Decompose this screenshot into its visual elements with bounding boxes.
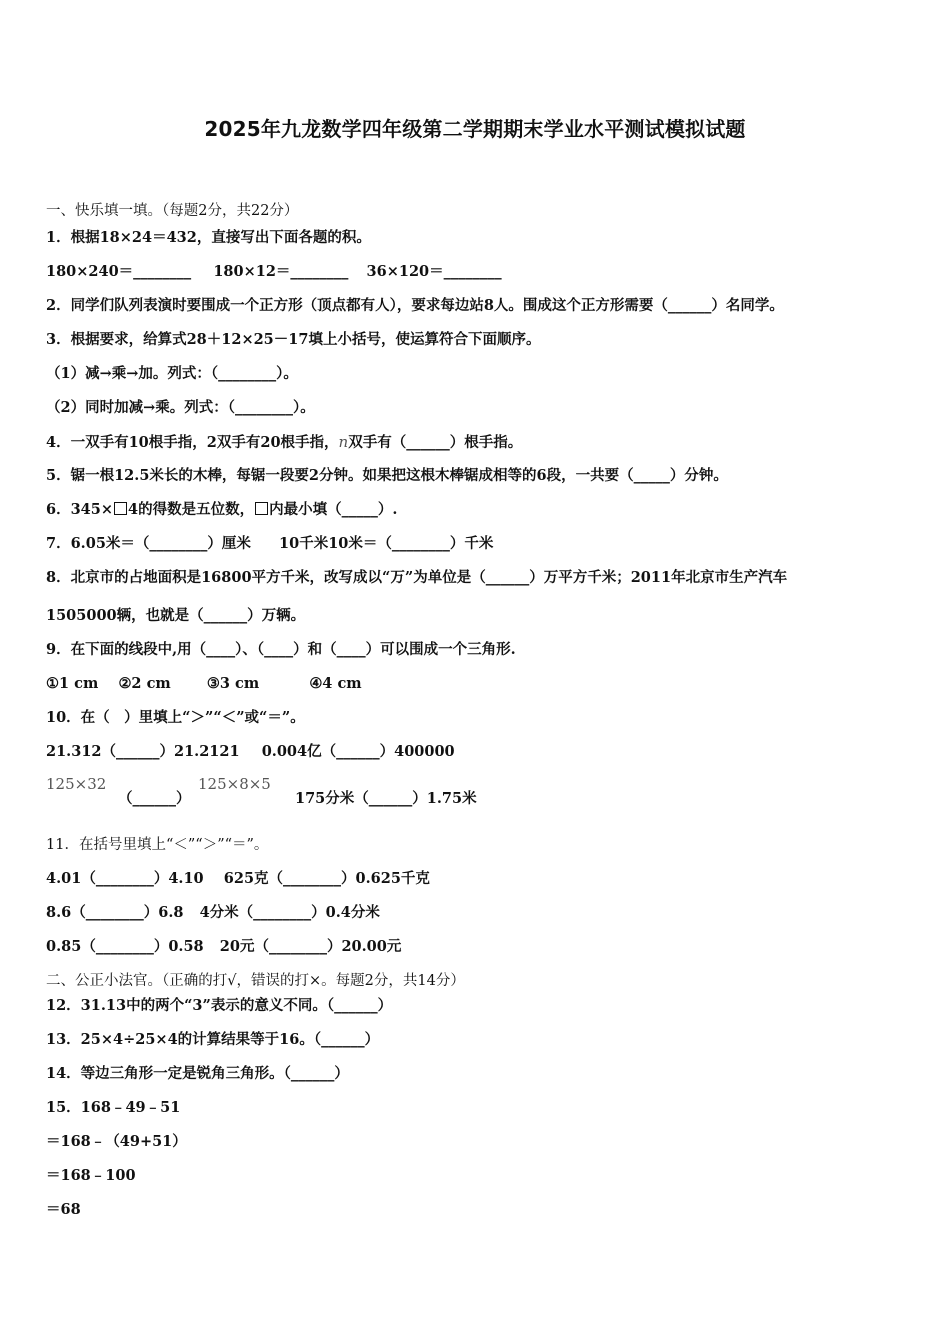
q10-item-2: 0.004亿（______）400000 xyxy=(261,743,455,760)
q9-option-4: ④4 cm xyxy=(309,675,362,692)
question-9-options xyxy=(46,674,362,694)
q11-item: 4分米（________）0.4分米 xyxy=(199,904,380,921)
question-2: 2．同学们队列表演时要围成一个正方形（顶点都有人），要求每边站8人。围成这个正方形需要（______）名同学。 xyxy=(46,297,784,314)
q10-expression-2: 125×8×5 xyxy=(198,775,271,793)
blank-square-icon xyxy=(255,502,268,515)
question-13: 13．25×4÷25×4的计算结果等于16。（______） xyxy=(46,1031,380,1048)
q1-item-3: 36×120＝________ xyxy=(366,263,502,280)
question-7 xyxy=(46,534,493,554)
question-10-row-1 xyxy=(46,742,455,762)
question-11-row-2 xyxy=(46,903,380,923)
q7-a: 7．6.05米＝（________）厘米 xyxy=(46,535,251,552)
q11-item: 0.85（________）0.58 xyxy=(46,938,204,955)
question-3a: （1）减→乘→加。列式：（________）。 xyxy=(46,365,298,382)
question-11: 11．在括号里填上“＜”“＞”“＝”。 xyxy=(46,837,269,853)
q11-item: 4.01（________）4.10 xyxy=(46,870,204,887)
question-15-line-2: ＝168﹣（49+51） xyxy=(46,1133,187,1150)
question-1: 1．根据18×24＝432，直接写出下面各题的积。 xyxy=(46,229,371,246)
question-14: 14．等边三角形一定是锐角三角形。（______） xyxy=(46,1065,349,1082)
question-4 xyxy=(46,432,522,453)
q9-option-3: ③3 cm xyxy=(206,675,260,692)
q1-item-2: 180×12＝________ xyxy=(213,263,349,280)
question-8-line-2: 1505000辆，也就是（______）万辆。 xyxy=(46,607,306,624)
q11-item: 8.6（________）6.8 xyxy=(46,904,184,921)
q6-post: 内最小填（_____）. xyxy=(269,501,398,518)
question-15-line-3: ＝168﹣100 xyxy=(46,1167,136,1184)
question-11-row-3 xyxy=(46,937,401,957)
question-15-line-1: 15．168﹣49﹣51 xyxy=(46,1099,181,1116)
question-6 xyxy=(46,500,397,520)
q7-b: 10千米10米＝（________）千米 xyxy=(279,535,494,552)
question-3: 3．根据要求，给算式28＋12×25－17填上小括号，使运算符合下面顺序。 xyxy=(46,331,541,348)
question-10-row-2 xyxy=(46,774,106,795)
q1-item-1: 180×240＝________ xyxy=(46,263,192,280)
question-11-row-1 xyxy=(46,869,430,889)
q4-pre: 4．一双手有10根手指，2双手有20根手指， xyxy=(46,434,339,451)
question-12: 12．31.13中的两个“3”表示的意义不同。（______） xyxy=(46,997,393,1014)
q10-blank-1: （______） xyxy=(118,790,191,807)
blank-square-icon xyxy=(114,502,127,515)
section-1-heading: 一、快乐填一填。（每题2分，共22分） xyxy=(46,203,299,219)
q11-item: 20元（________）20.00元 xyxy=(219,938,402,955)
q4-post: 双手有（______）根手指。 xyxy=(348,434,523,451)
q9-option-1: ①1 cm xyxy=(46,675,99,692)
q10-item-4: 175分米（______）1.75米 xyxy=(295,790,477,807)
question-9: 9．在下面的线段中,用（____）、（____）和（____）可以围成一个三角形. xyxy=(46,641,516,658)
question-10: 10．在（ ）里填上“＞”“＜”或“＝”。 xyxy=(46,709,305,726)
q9-option-2: ②2 cm xyxy=(118,675,171,692)
question-1-items xyxy=(46,262,502,282)
section-2-heading: 二、公正小法官。（正确的打√，错误的打×。每题2分，共14分） xyxy=(46,973,465,989)
q6-mid: 4的得数是五位数， xyxy=(128,501,255,518)
question-5: 5．锯一根12.5米长的木棒，每锯一段要2分钟。如果把这根木棒锯成相等的6段，一共要（_____）分钟。 xyxy=(46,467,728,484)
q6-pre: 6．345× xyxy=(46,501,114,518)
q10-item-1: 21.312（______）21.2121 xyxy=(46,743,240,760)
q10-expression-1: 125×32 xyxy=(46,775,107,793)
page-title: 2025年九龙数学四年级第二学期期末学业水平测试模拟试题 xyxy=(204,117,746,141)
q11-item: 625克（________）0.625千克 xyxy=(223,870,430,887)
q4-variable: n xyxy=(338,433,349,451)
question-8-line-1: 8．北京市的占地面积是16800平方千米，改写成以“万”为单位是（______）万平方千米；2011年北京市生产汽车 xyxy=(46,569,788,586)
question-15-line-4: ＝68 xyxy=(46,1201,81,1218)
q10-expression-2-wrap xyxy=(198,774,271,795)
question-3b: （2）同时加减→乘。列式：（________）。 xyxy=(46,399,315,416)
